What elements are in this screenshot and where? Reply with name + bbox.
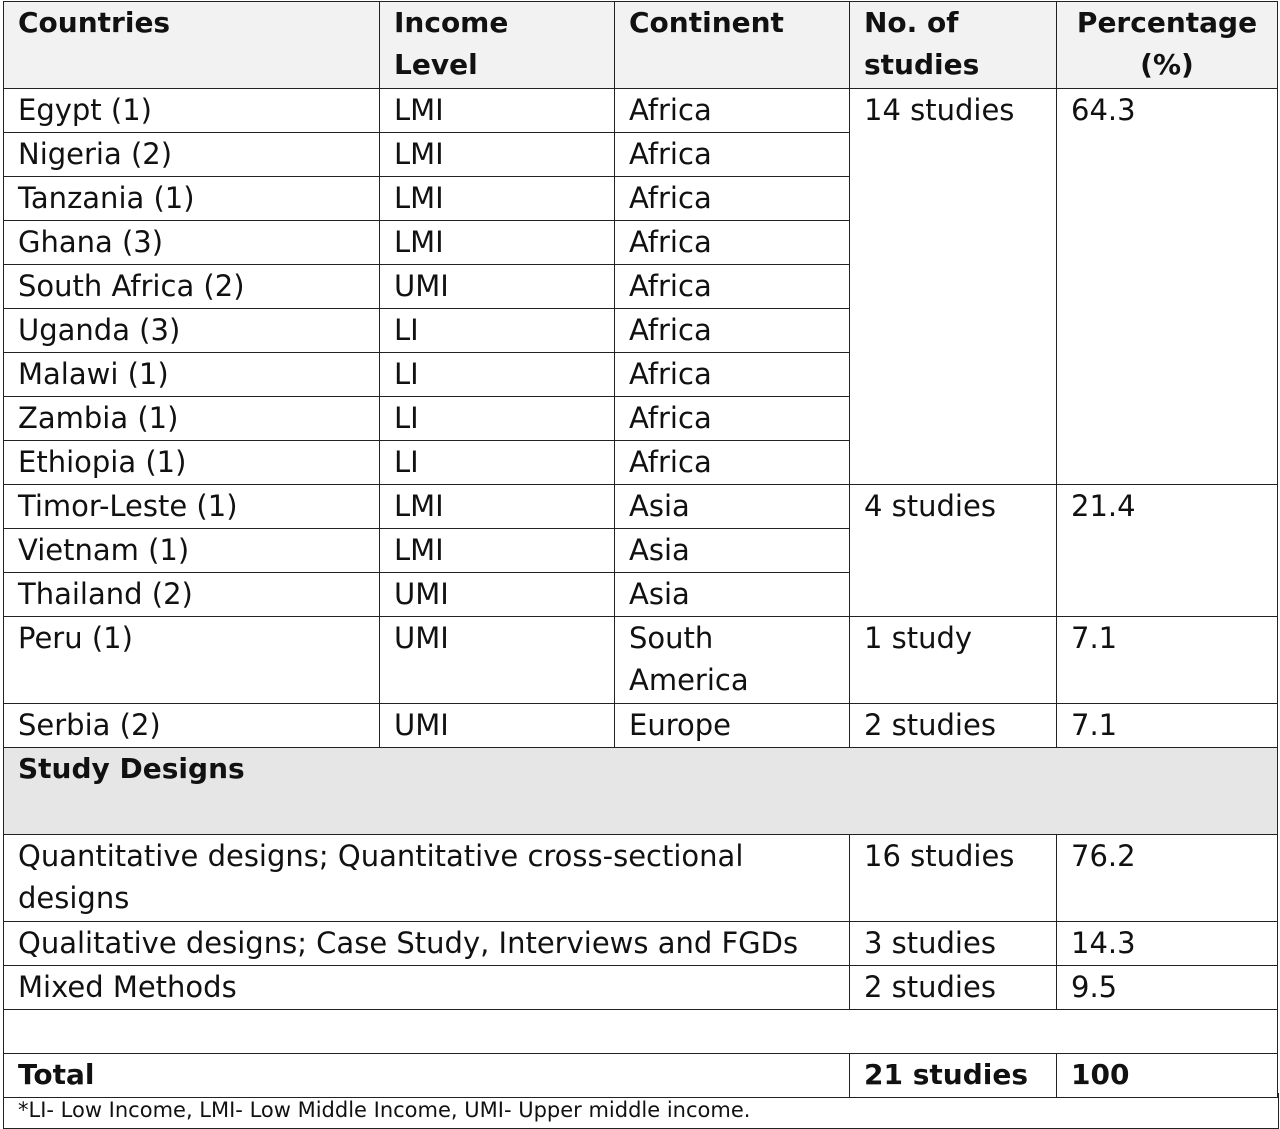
country-cell: Ghana (3) [4, 221, 380, 265]
header-continent: Continent [615, 2, 850, 89]
table-row [4, 922, 1278, 966]
continent-cell: Africa [615, 309, 850, 353]
blank-row [4, 1010, 1278, 1054]
header-no-of-studies: No. of studies [850, 2, 1057, 89]
percentage-cell: 76.2 [1057, 835, 1278, 922]
studies-table [3, 1, 1278, 1098]
continent-cell: Africa [615, 397, 850, 441]
income-cell: LMI [380, 133, 615, 177]
continent-cell: Asia [615, 485, 850, 529]
continent-cell: Africa [615, 133, 850, 177]
income-cell: LI [380, 397, 615, 441]
studies-count-cell: 3 studies [850, 922, 1057, 966]
header-row [4, 2, 1278, 89]
table-row [4, 617, 1278, 704]
income-cell: LI [380, 353, 615, 397]
country-cell: South Africa (2) [4, 265, 380, 309]
header-percentage: Percentage (%) [1057, 2, 1278, 89]
country-cell: Egypt (1) [4, 89, 380, 133]
footnote: *LI- Low Income, LMI- Low Middle Income, UMI- Upper middle income. [3, 1093, 1279, 1129]
country-cell: Peru (1) [4, 617, 380, 704]
country-cell: Nigeria (2) [4, 133, 380, 177]
country-cell: Ethiopia (1) [4, 441, 380, 485]
studies-count-cell: 2 studies [850, 704, 1057, 748]
section-heading-row [4, 748, 1278, 835]
continent-cell: Africa [615, 89, 850, 133]
income-cell: UMI [380, 617, 615, 704]
table-row [4, 835, 1278, 922]
income-cell: LMI [380, 529, 615, 573]
blank-cell [4, 1010, 1278, 1054]
country-cell: Malawi (1) [4, 353, 380, 397]
country-cell: Thailand (2) [4, 573, 380, 617]
income-cell: LMI [380, 177, 615, 221]
total-row [4, 1054, 1278, 1098]
design-cell: Quantitative designs; Quantitative cross-sectional designs [4, 835, 850, 922]
country-cell: Serbia (2) [4, 704, 380, 748]
studies-count-cell: 4 studies [850, 485, 1057, 617]
table-row [4, 485, 1278, 529]
percentage-cell: 64.3 [1057, 89, 1278, 485]
section-heading: Study Designs [4, 748, 1278, 835]
income-cell: LI [380, 309, 615, 353]
percentage-cell: 21.4 [1057, 485, 1278, 617]
continent-cell: Europe [615, 704, 850, 748]
continent-cell: Asia [615, 529, 850, 573]
country-cell: Vietnam (1) [4, 529, 380, 573]
income-cell: UMI [380, 704, 615, 748]
income-cell: LMI [380, 89, 615, 133]
continent-cell: Africa [615, 441, 850, 485]
continent-cell: Africa [615, 353, 850, 397]
table-row [4, 89, 1278, 133]
country-cell: Uganda (3) [4, 309, 380, 353]
total-studies: 21 studies [850, 1054, 1057, 1098]
continent-cell: South America [615, 617, 850, 704]
percentage-cell: 9.5 [1057, 966, 1278, 1010]
studies-count-cell: 2 studies [850, 966, 1057, 1010]
country-cell: Tanzania (1) [4, 177, 380, 221]
income-cell: UMI [380, 573, 615, 617]
table-row [4, 704, 1278, 748]
continent-cell: Africa [615, 177, 850, 221]
total-percentage: 100 [1057, 1054, 1278, 1098]
continent-cell: Asia [615, 573, 850, 617]
design-cell: Qualitative designs; Case Study, Interviews and FGDs [4, 922, 850, 966]
total-label: Total [4, 1054, 850, 1098]
income-cell: LMI [380, 221, 615, 265]
continent-cell: Africa [615, 265, 850, 309]
income-cell: UMI [380, 265, 615, 309]
income-cell: LMI [380, 485, 615, 529]
table-row [4, 966, 1278, 1010]
percentage-cell: 7.1 [1057, 617, 1278, 704]
percentage-cell: 14.3 [1057, 922, 1278, 966]
studies-count-cell: 16 studies [850, 835, 1057, 922]
country-cell: Zambia (1) [4, 397, 380, 441]
studies-count-cell: 14 studies [850, 89, 1057, 485]
country-cell: Timor-Leste (1) [4, 485, 380, 529]
design-cell: Mixed Methods [4, 966, 850, 1010]
percentage-cell: 7.1 [1057, 704, 1278, 748]
header-countries: Countries [4, 2, 380, 89]
continent-cell: Africa [615, 221, 850, 265]
income-cell: LI [380, 441, 615, 485]
studies-count-cell: 1 study [850, 617, 1057, 704]
header-income-level: Income Level [380, 2, 615, 89]
